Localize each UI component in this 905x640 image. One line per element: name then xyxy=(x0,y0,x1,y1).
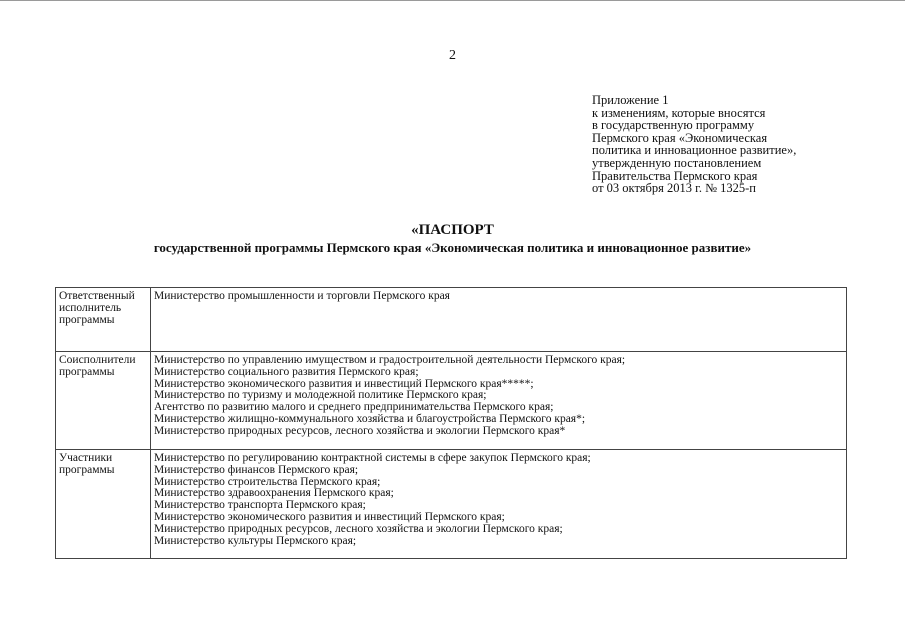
appendix-line: утвержденную постановлением xyxy=(592,155,762,170)
list-item: Министерство социального развития Пермского края; xyxy=(154,365,419,378)
row-label: Соисполнители программы xyxy=(56,352,151,450)
row-content xyxy=(151,450,847,559)
list-item: Министерство жилищно-коммунального хозяйства и благоустройства Пермского края*; xyxy=(154,412,586,425)
appendix-line: политика и инновационное развитие», xyxy=(592,143,797,158)
scan-edge-line xyxy=(0,0,905,1)
row-content xyxy=(151,352,847,450)
list-item: Министерство по управлению имуществом и градостроительной деятельности Пермского края; xyxy=(154,354,626,366)
list-item: Министерство транспорта Пермского края; xyxy=(154,499,366,512)
row-content xyxy=(151,288,847,352)
row-label: Ответственный исполнитель программы xyxy=(56,288,151,352)
list-item: Министерство по регулированию контрактной системы в сфере закупок Пермского края; xyxy=(154,452,591,464)
table-row xyxy=(56,352,847,450)
appendix-line: Приложение 1 xyxy=(592,93,669,107)
appendix-note xyxy=(592,94,892,195)
table-row xyxy=(56,450,847,559)
list-item: Министерство экономического развития и инвестиций Пермского края*****; xyxy=(154,377,534,390)
appendix-line: Пермского края «Экономическая xyxy=(592,130,768,145)
list-item: Министерство природных ресурсов, лесного хозяйства и экологии Пермского края* xyxy=(154,424,566,437)
list-item: Министерство строительства Пермского края; xyxy=(154,475,381,488)
list-item: Министерство здравоохранения Пермского края; xyxy=(154,487,394,500)
row-label: Участники программы xyxy=(56,450,151,559)
appendix-line: Правительства Пермского края xyxy=(592,168,758,183)
table-row xyxy=(56,288,847,352)
list-item: Министерство финансов Пермского края; xyxy=(154,463,359,476)
list-item: Министерство промышленности и торговли Пермского края xyxy=(154,290,450,302)
appendix-line: к изменениям, которые вносятся xyxy=(592,105,766,120)
list-item: Министерство экономического развития и инвестиций Пермского края; xyxy=(154,510,505,523)
appendix-line: в государственную программу xyxy=(592,118,755,133)
list-item: Министерство по туризму и молодежной политике Пермского края; xyxy=(154,389,487,402)
list-item: Министерство культуры Пермского края; xyxy=(154,534,357,547)
list-item: Министерство природных ресурсов, лесного хозяйства и экологии Пермского края; xyxy=(154,522,563,535)
appendix-line: от 03 октября 2013 г. № 1325-п xyxy=(592,181,756,196)
list-item: Агентство по развитию малого и среднего предпринимательства Пермского края; xyxy=(154,401,554,414)
document-subtitle: государственной программы Пермского края «Экономическая политика и инновационное развитие» xyxy=(153,240,752,255)
passport-table xyxy=(55,287,847,559)
page-number: 2 xyxy=(449,48,456,63)
document-title: «ПАСПОРТ xyxy=(411,222,494,238)
